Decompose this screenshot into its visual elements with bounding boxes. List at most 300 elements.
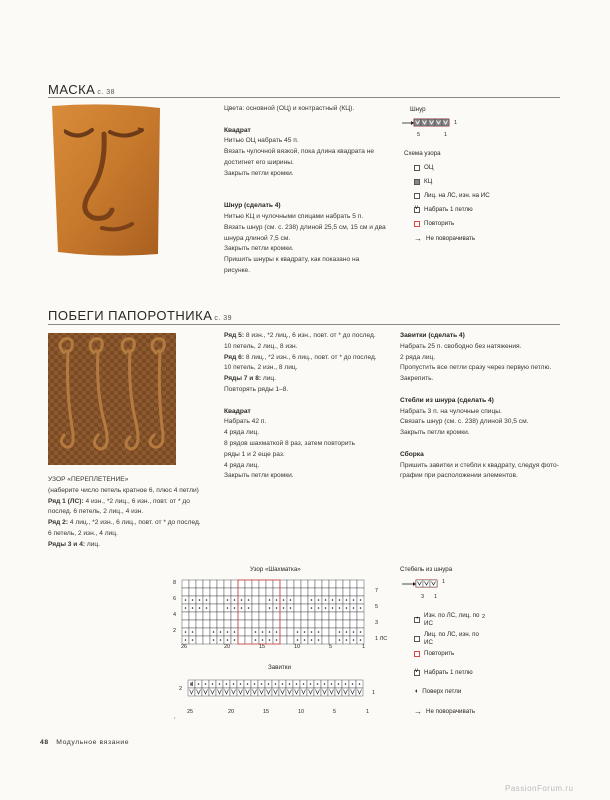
curls-cell [335,688,342,696]
chess-cell [266,612,273,620]
chess-cell [203,636,210,644]
chess-chart-title: Узор «Шахматка» [250,566,301,573]
purl-dot [338,683,340,685]
chess-cell [210,612,217,620]
chess-cell [224,580,231,588]
fern-left-row-label: Ряд 2: [48,519,69,527]
fern-left-row-label: Ряд 1 (ЛС): [48,497,84,505]
purl-dot [248,607,250,609]
purl-dot [318,639,320,641]
curls-cell [265,688,272,696]
chess-cell [273,588,280,596]
chess-cell [343,588,350,596]
fern-mid-line: Закрыть петли кромки. [224,472,294,480]
purl-dot [360,631,362,633]
curls-cell [237,688,244,696]
purl-dot [339,607,341,609]
chess-cell [301,588,308,596]
purl-dot [227,639,229,641]
purl-dot [346,639,348,641]
chess-cell [259,596,266,604]
purl-dot [234,599,236,601]
fern-assembly-instructions [400,331,570,482]
stem-axis-1: 1 [434,594,438,600]
purl-dot [332,607,334,609]
curls-cell [293,688,300,696]
chess-axis-label: 1 [362,644,366,650]
chess-cell [308,620,315,628]
curls-cell [342,688,349,696]
purl-dot [192,631,194,633]
fern-right-line: Набрать 25 п. свободно без натяжения. [400,342,522,350]
fern-left-row-label: Ряды 3 и 4: [48,540,86,548]
chess-cell [273,620,280,628]
fern-right-line [400,439,570,450]
purl-dot [275,683,277,685]
chess-cell [217,620,224,628]
book-title: Модульное вязание [56,739,130,746]
mask-legend-item [414,220,454,227]
purl-dot [290,599,292,601]
chess-cell [196,620,203,628]
chess-cell [357,612,364,620]
purl-dot [317,683,319,685]
chess-cell [336,580,343,588]
section-title-mask [48,82,115,97]
chess-cell [224,620,231,628]
stem-cell [416,580,423,587]
chess-axis-label: 15 [259,644,266,650]
purl-dot [339,599,341,601]
legend-swatch-icon [414,651,420,657]
chess-cell [189,588,196,596]
chess-row-label: 8 [173,580,177,586]
purl-dot [234,607,236,609]
mask-line: Нитью КЦ и чулочными спицами набрать 5 п. [224,212,364,220]
cord-cell [428,119,435,126]
curls-axis-label: 5 [333,709,337,715]
purl-dot [311,599,313,601]
cord-axis-1: 1 [444,132,448,138]
purl-dot [360,639,362,641]
chess-cell [210,604,217,612]
chess-cell [245,636,252,644]
chess-cell [252,612,259,620]
purl-dot [283,607,285,609]
mask-legend-item [414,192,490,199]
chess-cell [203,620,210,628]
chess-cell [252,604,259,612]
fern-square-instructions [224,331,399,482]
mask-legend-label: Не поворачивать [426,235,476,242]
cord-cell [421,119,428,126]
curls-row-label: 1 [372,690,376,696]
chess-cell [336,612,343,620]
chess-cell [280,620,287,628]
curls-cell [188,688,195,696]
curls-cell [321,688,328,696]
chess-cell [301,596,308,604]
fern-mid-line: 10 петель, 2 лиц., 8 изн. [224,342,298,350]
purl-dot [269,599,271,601]
purl-dot [276,599,278,601]
fern-legend-label: Не поворачивать [426,708,476,715]
fern-legend-item [414,688,461,695]
curls-chart [186,678,372,702]
chess-cell [238,636,245,644]
purl-dot [310,683,312,685]
arrow-right-icon: → [414,234,422,243]
chess-cell [189,580,196,588]
mask-line: Закрыть петли кромки. [224,245,294,253]
fern-legend-item [414,669,473,676]
purl-dot [311,607,313,609]
chess-cell [245,612,252,620]
chess-cell [280,636,287,644]
chess-cell [287,636,294,644]
fern-legend-label: Лиц. по ЛС, изн. по ИС [424,631,479,646]
mask-line: достигнет его ширины. [224,158,294,166]
purl-dot [304,639,306,641]
mask-page-ref: с. 38 [97,89,116,96]
purl-dot [255,639,257,641]
purl-dot [185,639,187,641]
stem-cell [423,580,430,587]
curls-cell [202,688,209,696]
purl-dot [185,607,187,609]
loop-over-icon: d [190,682,194,688]
stray-mark: 2 [482,614,486,620]
fern-legend-label: Набрать 1 петлю [424,669,473,676]
chess-cell [196,636,203,644]
cord-axis-5: 5 [417,132,421,138]
chess-cell [315,620,322,628]
divider-mask [48,97,560,98]
purl-dot [234,639,236,641]
chess-cell [329,636,336,644]
fern-photo [46,331,178,467]
chess-row-label: 4 [173,612,177,618]
stem-chart [400,577,460,599]
chess-cell [280,612,287,620]
curls-axis-label: 1 [366,709,370,715]
chess-cell [336,588,343,596]
curls-chart-title: Завитки [268,664,291,671]
cord-cell [435,119,442,126]
chess-cell [315,588,322,596]
curls-cell [286,688,293,696]
chess-cell [294,604,301,612]
mask-instructions [224,104,404,277]
chess-cell [196,588,203,596]
fern-legend-item [414,612,484,628]
chess-cell [287,628,294,636]
purl-dot [255,631,257,633]
purl-dot [325,607,327,609]
purl-dot [262,631,264,633]
stem-chart-title: Стебель из шнура [400,566,453,573]
fern-mid-row-label: Ряд 5: [224,332,245,339]
fern-legend-label: Поверх петли [422,688,462,695]
fern-right-line: Завитки (сделать 4) [400,332,465,339]
chess-row-label: 6 [173,596,177,602]
chess-cell [210,596,217,604]
fern-right-line: Пришить завитки и стебли к квадрату, следуя фото- [400,461,559,469]
curls-cell [251,688,258,696]
purl-dot [346,631,348,633]
chess-cell [252,620,259,628]
fern-mid-line: Ряд 5: 8 изн., *2 лиц., 6 изн., повт. от * до послед. [224,332,376,339]
chess-cell [294,588,301,596]
purl-dot [206,599,208,601]
chess-cell [217,588,224,596]
chess-cell [182,620,189,628]
curls-axis-label: 20 [228,709,235,715]
chess-cell [245,620,252,628]
purl-dot [185,631,187,633]
purl-dot [240,683,242,685]
purl-dot [269,639,271,641]
chess-cell [217,580,224,588]
cast-on-icon: v [415,667,418,674]
chess-cell [252,588,259,596]
purl-dot [353,639,355,641]
purl-dot [311,639,313,641]
purl-dot [282,683,284,685]
fern-mid-row-label: Ряд 6: [224,353,245,361]
chess-cell [203,628,210,636]
fern-mid-line: 8 рядов шахматкой 8 раз, затем повторить [224,439,355,447]
chess-cell [301,604,308,612]
purl-dot [289,683,291,685]
chess-cell [259,580,266,588]
chess-cell [217,604,224,612]
chess-cell [329,628,336,636]
mask-legend-label: Повторить [424,220,455,227]
purl-dot [241,599,243,601]
footer [40,739,129,746]
chess-cell [224,588,231,596]
fern-mid-line: 4 ряда лиц. [224,429,260,437]
chess-cell [189,612,196,620]
curls-cell [300,688,307,696]
legend-swatch-icon [414,636,420,642]
cord-chart-title: Шнур [410,106,426,113]
fern-right-line: Стебли из шнура (сделать 4) [400,396,494,404]
purl-dot [261,683,263,685]
fern-mid-line: Набрать 42 п. [224,418,267,426]
chess-cell [280,588,287,596]
mask-line: Квадрат [224,126,251,134]
chess-row-label: 7 [375,588,379,594]
purl-dot [185,599,187,601]
fern-right-line: Закрепить. [400,375,434,383]
chess-cell [189,620,196,628]
purl-dot [192,599,194,601]
curls-row-label: 2 [179,686,183,692]
curls-cell [195,688,202,696]
purl-dot [220,639,222,641]
chess-cell [245,580,252,588]
chess-cell [301,620,308,628]
purl-dot [296,683,298,685]
fern-right-line: Связать шнур (см. с. 238) длиной 30,5 см. [400,418,529,426]
curls-axis-label: 25 [187,709,194,715]
chess-cell [203,588,210,596]
purl-dot [339,639,341,641]
purl-dot [345,683,347,685]
chess-cell [231,620,238,628]
fern-left-line: (наберите число петель кратное 6, плюс 4 петли) [48,486,199,494]
mask-line: рисунке. [224,266,251,274]
cord-row-label: 1 [454,120,458,126]
chess-cell [182,580,189,588]
mask-photo [46,100,166,260]
chess-cell [273,612,280,620]
fern-pattern-instructions [48,475,223,551]
purl-dot [192,607,194,609]
purl-dot [352,683,354,685]
chess-row-label: 1 ЛС [375,636,388,642]
purl-dot [297,639,299,641]
divider-fern [48,324,560,325]
cord-cell [414,119,421,126]
curls-cell [230,688,237,696]
fern-mid-line [224,396,399,407]
chess-cell [308,588,315,596]
chess-cell [238,588,245,596]
fern-left-line: Ряды 3 и 4: лиц. [48,540,101,548]
purl-dot [198,683,200,685]
chess-cell [301,580,308,588]
chess-cell [308,612,315,620]
mask-line [224,180,404,191]
chess-row-label: 2 [173,628,177,634]
fern-mid-line: Ряды 7 и 8: лиц. [224,375,277,383]
fern-right-line: 2 ряда лиц. [400,353,436,361]
fern-legend-item [414,650,454,657]
chess-cell [343,612,350,620]
chess-cell [238,580,245,588]
fern-right-line [400,385,570,396]
watermark: PassionForum.ru [505,784,574,793]
purl-dot [241,607,243,609]
mask-line: Вязать шнур (см. с. 238) длиной 25,5 см, 15 см и два [224,223,386,231]
cord-cell [442,119,449,126]
purl-dot [213,631,215,633]
chess-cell [238,620,245,628]
fern-right-line: Пропустить все петли сразу через первую петлю. [400,364,552,372]
curls-cell [279,688,286,696]
legend-swatch-icon [414,165,420,171]
chess-cell [315,580,322,588]
purl-dot [353,631,355,633]
fern-left-line: послед. 6 петель, 2 лиц., 4 изн. [48,508,144,516]
chess-cell [196,628,203,636]
fern-page-ref: с. 39 [214,315,233,322]
fern-mid-line: Повторять ряды 1–8. [224,385,289,393]
fern-mid-line: ряды 1 и 2 еще раз. [224,450,285,458]
chess-cell [259,612,266,620]
chess-cell [231,580,238,588]
fern-right-line: Набрать 3 п. на чулочные спицы. [400,407,502,415]
chess-cell [252,580,259,588]
chess-cell [322,628,329,636]
chess-axis-label: 26 [181,644,188,650]
purl-dot [276,639,278,641]
chess-cell [217,596,224,604]
mask-line: Цвета: основной (ОЦ) и контрастный (КЦ). [224,105,355,112]
purl-dot [353,599,355,601]
purl-dot [269,607,271,609]
purl-dot [303,683,305,685]
stray-tick: , [174,714,176,720]
chess-cell [238,612,245,620]
chess-cell [329,588,336,596]
purl-dot [268,683,270,685]
chess-cell [294,620,301,628]
legend-swatch-icon [414,193,420,199]
chess-cell [287,620,294,628]
chess-cell [245,628,252,636]
mask-legend-title: Схема узора [404,150,441,157]
purl-dot [297,631,299,633]
chess-cell [294,612,301,620]
purl-dot [192,639,194,641]
purl-dot [318,599,320,601]
mask-line: шнура длиной 7,5 см. [224,234,291,242]
purl-dot [205,683,207,685]
chess-cell [266,588,273,596]
chess-cell [252,596,259,604]
chess-cell [357,620,364,628]
legend-swatch-icon: • [414,617,420,623]
cord-chart [400,116,470,146]
mask-line: Вязать чулочной вязкой, пока длина квадрата не [224,148,375,156]
chess-cell [329,620,336,628]
chess-cell [280,580,287,588]
chess-cell [210,620,217,628]
chess-cell [266,580,273,588]
chess-cell [329,612,336,620]
purl-dot [290,607,292,609]
purl-dot [227,607,229,609]
chess-cell [350,620,357,628]
chess-cell [294,596,301,604]
fern-left-line: Ряд 2: 4 лиц., *2 изн., 6 лиц., повт. от * до послед. [48,519,201,527]
chess-axis-label: 5 [329,644,333,650]
chess-cell [350,588,357,596]
purl-dot [247,683,249,685]
chess-cell [231,588,238,596]
purl-dot [220,631,222,633]
chess-cell [224,612,231,620]
chess-cell [203,580,210,588]
chess-cell [245,588,252,596]
purl-dot [219,683,221,685]
purl-dot [325,599,327,601]
purl-dot [199,599,201,601]
chess-cell [259,604,266,612]
mask-legend-item [414,234,475,243]
mask-legend-label: Набрать 1 петлю [424,206,473,213]
purl-dot [234,631,236,633]
chess-cell [322,612,329,620]
mask-legend-item [414,164,433,171]
curls-cell [244,688,251,696]
purl-dot [332,599,334,601]
mask-line [224,115,404,126]
